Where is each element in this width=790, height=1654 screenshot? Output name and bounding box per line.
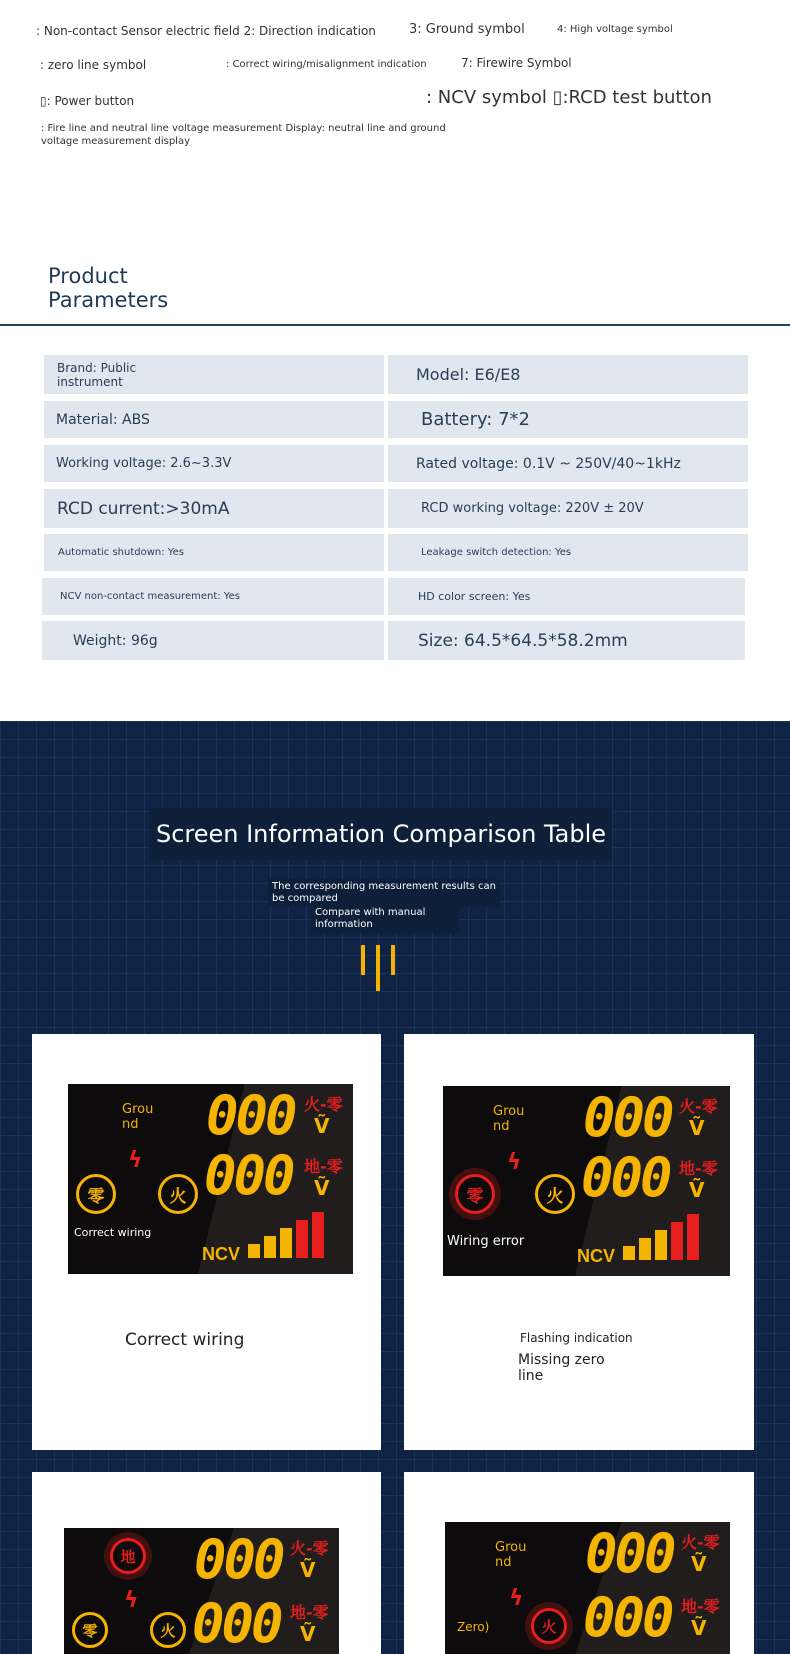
fire-zero-label: 火-零 [679,1097,718,1116]
volt-symbol-top: Ṽ [691,1552,707,1576]
legend-item-5: : zero line symbol [40,58,147,72]
ncv-label: NCV [202,1244,241,1264]
legend-item-7: 7: Firewire Symbol [461,56,572,70]
param-leakage-switch: Leakage switch detection: Yes [388,534,748,571]
params-title: Product Parameters [48,264,169,312]
param-material: Material: ABS [44,401,384,438]
volt-symbol-bottom: Ṽ [300,1622,316,1646]
card-caption: Correct wiring [125,1330,245,1350]
params-divider [0,324,790,326]
param-model: Model: E6/E8 [388,355,748,394]
volt-symbol-top: Ṽ [314,1114,330,1138]
comparison-card-correct [32,1034,381,1450]
zero-line-icon-flashing: 零 [455,1174,495,1214]
legend-item-10: : Fire line and neutral line voltage measurement Display: neutral line and ground voltage measurement display [41,123,446,147]
param-auto-shutdown: Automatic shutdown: Yes [44,534,384,571]
param-rated-voltage: Rated voltage: 0.1V ~ 250V/40~1kHz [388,445,748,482]
fire-line-icon: 火 [535,1174,575,1214]
comparison-title: Screen Information Comparison Table [150,808,612,860]
voltage-digits-bottom: 000 [583,1586,672,1649]
voltage-digits-top: 000 [583,1086,672,1149]
legend-item-9: : NCV symbol ▯:RCD test button [426,87,712,108]
wiring-status-label: Correct wiring [74,1226,152,1239]
voltage-digits-top: 000 [194,1528,283,1591]
divider-bar-middle [376,945,380,991]
wiring-status-label: Wiring error [447,1234,525,1249]
fire-line-icon-flashing: 火 [531,1608,567,1644]
param-ncv: NCV non-contact measurement: Yes [42,578,384,615]
ncv-signal-bars [248,1212,324,1258]
bolt-icon: ϟ [124,1588,139,1613]
comparison-subtitle-1: The corresponding measurement results can be compared [268,879,500,907]
fire-zero-label: 火-零 [304,1095,343,1114]
fire-zero-label: 火-零 [681,1533,720,1552]
zero-paren-label: Zero) [457,1620,490,1634]
fire-line-icon: 火 [150,1612,186,1648]
ncv-label: NCV [577,1246,616,1266]
lcd-display [445,1522,730,1654]
comparison-card-missing-zero [404,1034,754,1450]
volt-symbol-top: Ṽ [689,1116,705,1140]
fire-zero-label: 火-零 [290,1539,329,1558]
param-hd-screen: HD color screen: Yes [388,578,745,615]
legend-item-3: 3: Ground symbol [409,22,525,37]
ground-label: Grou nd [495,1540,527,1570]
bolt-icon: ϟ [128,1148,143,1173]
volt-symbol-top: Ṽ [300,1558,316,1582]
volt-symbol-bottom: Ṽ [691,1616,707,1640]
comparison-subtitle-2: Compare with manual information [311,905,459,933]
bolt-icon: ϟ [509,1586,524,1611]
card-caption-flashing: Flashing indication [520,1331,633,1345]
ground-zero-label: 地-零 [290,1603,329,1622]
zero-line-icon: 零 [72,1612,108,1648]
voltage-digits-top: 000 [206,1084,295,1147]
bolt-icon: ϟ [507,1150,522,1175]
param-rcd-current: RCD current:>30mA [44,489,384,528]
lcd-display [443,1086,730,1276]
zero-line-icon: 零 [76,1174,116,1214]
voltage-digits-bottom: 000 [204,1144,293,1207]
ground-label: Grou nd [493,1104,525,1134]
comparison-card-3 [32,1472,381,1654]
divider-bar-left [361,945,365,975]
fire-line-icon: 火 [158,1174,198,1214]
ncv-signal-bars [623,1214,699,1260]
volt-symbol-bottom: Ṽ [689,1178,705,1202]
ground-line-icon-flashing: 地 [110,1538,146,1574]
param-battery: Battery: 7*2 [388,401,748,438]
ground-zero-label: 地-零 [304,1157,343,1176]
voltage-digits-bottom: 000 [581,1146,670,1209]
param-size: Size: 64.5*64.5*58.2mm [388,621,745,660]
lcd-display [68,1084,353,1274]
lcd-display [64,1528,339,1654]
ground-label: Grou nd [122,1102,154,1132]
legend-item-6: : Correct wiring/misalignment indication [226,59,427,70]
param-rcd-working-voltage: RCD working voltage: 220V ± 20V [388,489,748,528]
param-brand: Brand: Public instrument [44,355,384,394]
legend-item-8: ▯: Power button [40,94,135,108]
param-working-voltage: Working voltage: 2.6~3.3V [44,445,384,482]
card-caption-missing: Missing zero line [518,1352,605,1384]
divider-bar-right [391,945,395,975]
voltage-digits-bottom: 000 [192,1592,281,1654]
legend-item-1: : Non-contact Sensor electric field 2: Direction indication [36,24,376,38]
param-weight: Weight: 96g [42,621,384,660]
ground-zero-label: 地-零 [679,1159,718,1178]
comparison-card-4 [404,1472,754,1654]
voltage-digits-top: 000 [585,1522,674,1585]
legend-item-4: 4: High voltage symbol [557,24,673,35]
volt-symbol-bottom: Ṽ [314,1176,330,1200]
ground-zero-label: 地-零 [681,1597,720,1616]
